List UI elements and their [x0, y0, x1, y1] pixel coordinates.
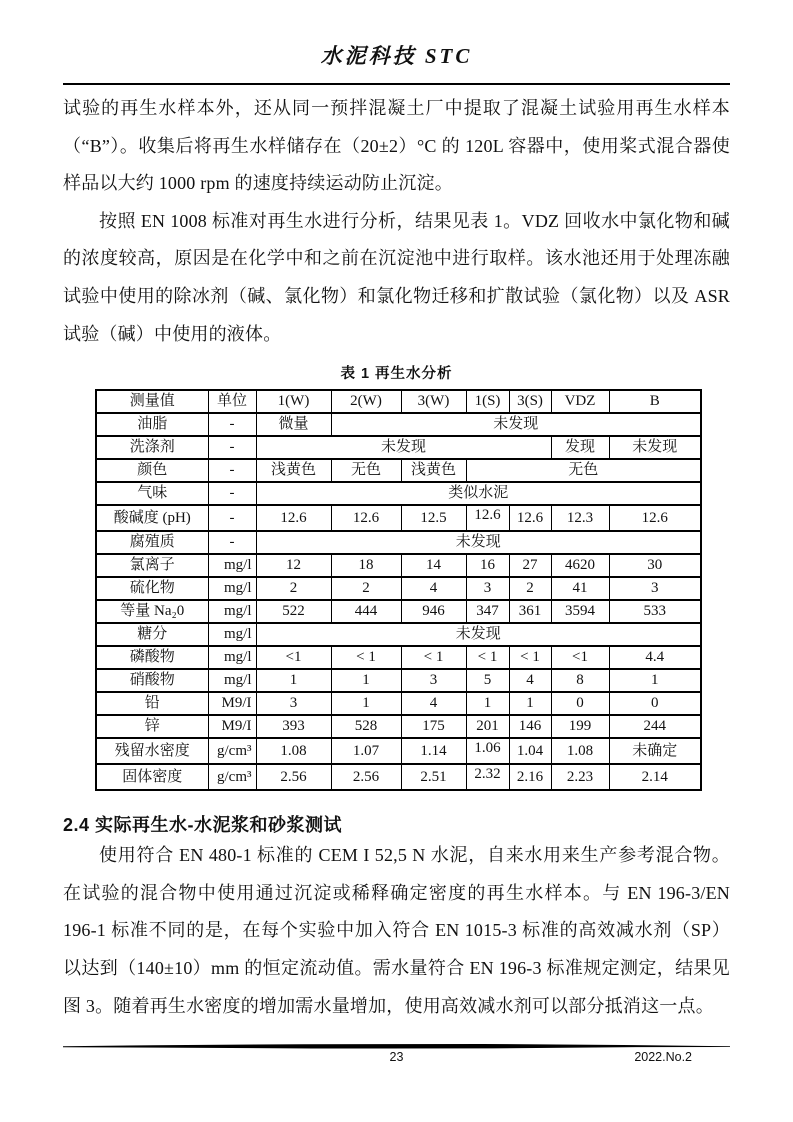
table-header-cell: 单位: [208, 390, 256, 413]
table-cell: 18: [331, 554, 401, 577]
table-cell: 0: [609, 692, 701, 715]
table-cell: 12.6: [609, 505, 701, 531]
row-label-cell: 腐殖质: [96, 531, 208, 554]
table-row: [96, 692, 701, 715]
table-cell: < 1: [401, 646, 466, 669]
table-cell: 2.14: [609, 764, 701, 790]
table-cell: 4: [401, 692, 466, 715]
table-cell: 1.06: [466, 738, 509, 764]
row-label-cell: 氯离子: [96, 554, 208, 577]
table-header-row: [96, 390, 701, 413]
paragraph-2: 按照 EN 1008 标准对再生水进行分析，结果见表 1。VDZ 回收水中氯化物和碱的浓度较高，原因是在化学中和之前在沉淀池中进行取样。该水池还用于处理冻融试验中使用的除冰剂（碱、氯化物）和氯化物迁移和扩散试验（氯化物）以及 ASR 试验（碱）中使用的液体。: [63, 210, 730, 344]
footer-row: [63, 1050, 730, 1068]
unit-cell: -: [208, 531, 256, 554]
table-cell: 12.6: [256, 505, 331, 531]
table-row: [96, 764, 701, 790]
header-rule: [63, 83, 730, 85]
table-cell: 3: [401, 669, 466, 692]
row-label-cell: 酸碱度 (pH): [96, 505, 208, 531]
table-header-cell: 1(S): [466, 390, 509, 413]
table-cell: 未发现: [256, 436, 551, 459]
table-header-cell: 2(W): [331, 390, 401, 413]
table-cell: 浅黄色: [256, 459, 331, 482]
table-cell: 4620: [551, 554, 609, 577]
table-cell: 1: [331, 692, 401, 715]
section-heading: 2.4 实际再生水-水泥浆和砂浆测试: [63, 815, 343, 836]
table-cell: 393: [256, 715, 331, 738]
table-row: [96, 577, 701, 600]
issue-label: 2022.No.2: [634, 1050, 692, 1064]
table-header-cell: B: [609, 390, 701, 413]
analysis-table: [95, 389, 702, 791]
row-label-cell: 糖分: [96, 623, 208, 646]
table-caption: 表 1 再生水分析: [340, 366, 453, 383]
table-cell: 3594: [551, 600, 609, 623]
table-cell: 1.08: [256, 738, 331, 764]
unit-cell: M9/I: [208, 692, 256, 715]
table-cell: 27: [509, 554, 551, 577]
table-cell: 未发现: [256, 623, 701, 646]
table-header-cell: 3(S): [509, 390, 551, 413]
table-cell: 2.32: [466, 764, 509, 790]
unit-cell: g/cm³: [208, 738, 256, 764]
row-label-cell: 等量 Na₂0: [96, 600, 208, 623]
unit-cell: -: [208, 436, 256, 459]
table-cell: 146: [509, 715, 551, 738]
table-cell: 5: [466, 669, 509, 692]
table-cell: 未确定: [609, 738, 701, 764]
table-cell: 175: [401, 715, 466, 738]
table-cell: 533: [609, 600, 701, 623]
table-row: [96, 669, 701, 692]
table-cell: 1.14: [401, 738, 466, 764]
table-cell: <1: [256, 646, 331, 669]
table-row: [96, 600, 701, 623]
table-cell: 522: [256, 600, 331, 623]
table-cell: 4: [401, 577, 466, 600]
unit-cell: -: [208, 482, 256, 505]
row-label-cell: 硫化物: [96, 577, 208, 600]
table-row: [96, 436, 701, 459]
table-cell: 浅黄色: [401, 459, 466, 482]
table-header-cell: VDZ: [551, 390, 609, 413]
row-label-cell: 固体密度: [96, 764, 208, 790]
table-cell: 2.56: [331, 764, 401, 790]
table-cell: 1: [256, 669, 331, 692]
table-cell: 1.08: [551, 738, 609, 764]
table-cell: < 1: [509, 646, 551, 669]
table-cell: 199: [551, 715, 609, 738]
table-cell: 2.23: [551, 764, 609, 790]
table-cell: 946: [401, 600, 466, 623]
table-cell: < 1: [466, 646, 509, 669]
table-row: [96, 738, 701, 764]
table-cell: 12.5: [401, 505, 466, 531]
table-cell: 361: [509, 600, 551, 623]
unit-cell: g/cm³: [208, 764, 256, 790]
table-cell: 8: [551, 669, 609, 692]
table-cell: 2: [331, 577, 401, 600]
journal-header-title: 水泥科技 STC: [320, 44, 473, 68]
table-cell: 12: [256, 554, 331, 577]
table-cell: <1: [551, 646, 609, 669]
table-cell: 2.51: [401, 764, 466, 790]
table-cell: 未发现: [609, 436, 701, 459]
table-header-cell: 1(W): [256, 390, 331, 413]
table-cell: 发现: [551, 436, 609, 459]
table-cell: 4.4: [609, 646, 701, 669]
table-row: [96, 715, 701, 738]
page-footer: [63, 1042, 730, 1068]
table-cell: 微量: [256, 413, 331, 436]
table-row: [96, 482, 701, 505]
table-cell: 未发现: [256, 531, 701, 554]
table-cell: 0: [551, 692, 609, 715]
table-cell: < 1: [331, 646, 401, 669]
table-cell: 16: [466, 554, 509, 577]
table-row: [96, 459, 701, 482]
table-cell: 未发现: [331, 413, 701, 436]
table-cell: 1: [466, 692, 509, 715]
table-cell: 1.07: [331, 738, 401, 764]
section-paragraph: 使用符合 EN 480-1 标准的 CEM I 52,5 N 水泥，自来水用来生产参考混合物。在试验的混合物中使用通过沉淀或稀释确定密度的再生水样本。与 EN 196-3/EN 196-1 标准不同的是，在每个实验中加入符合 EN 1015-3 标准的高效减水剂（SP）以达到（140±10）mm 的恒定流动值。需水量符合 EN 196-3 标准规定测定，结果见图 3。随着再生水密度的增加需水量增加，使用高效减水剂可以部分抵消这一点。: [63, 845, 730, 1016]
table-row: [96, 531, 701, 554]
table-row: [96, 505, 701, 531]
table-cell: 41: [551, 577, 609, 600]
table-cell: 2.16: [509, 764, 551, 790]
table-cell: 3: [609, 577, 701, 600]
table-cell: 12.6: [466, 505, 509, 531]
table-cell: 无色: [466, 459, 701, 482]
row-label-cell: 锌: [96, 715, 208, 738]
unit-cell: -: [208, 505, 256, 531]
row-label-cell: 洗涤剂: [96, 436, 208, 459]
table-cell: 14: [401, 554, 466, 577]
table-cell: 1.04: [509, 738, 551, 764]
table-cell: 12.6: [331, 505, 401, 531]
table-cell: 2.56: [256, 764, 331, 790]
table-row: [96, 554, 701, 577]
unit-cell: mg/l: [208, 646, 256, 669]
table-cell: 3: [466, 577, 509, 600]
row-label-cell: 铅: [96, 692, 208, 715]
unit-cell: mg/l: [208, 600, 256, 623]
table-cell: 3: [256, 692, 331, 715]
table-cell: 4: [509, 669, 551, 692]
table-row: [96, 623, 701, 646]
table-cell: 347: [466, 600, 509, 623]
table-cell: 201: [466, 715, 509, 738]
table-header-cell: 测量值: [96, 390, 208, 413]
table-cell: 30: [609, 554, 701, 577]
table-cell: 528: [331, 715, 401, 738]
paragraph-1: 试验的再生水样本外，还从同一预拌混凝土厂中提取了混凝土试验用再生水样本（“B”）。收集后将再生水样储存在（20±2）°C 的 120L 容器中，使用桨式混合器使样品以大约 1000 rpm 的速度持续运动防止沉淀。: [63, 98, 730, 194]
table-cell: 12.3: [551, 505, 609, 531]
table-cell: 1: [509, 692, 551, 715]
table-cell: 1: [609, 669, 701, 692]
table-cell: 444: [331, 600, 401, 623]
unit-cell: -: [208, 459, 256, 482]
unit-cell: M9/I: [208, 715, 256, 738]
row-label-cell: 磷酸物: [96, 646, 208, 669]
page-number: 23: [389, 1050, 404, 1064]
row-label-cell: 硝酸物: [96, 669, 208, 692]
table-cell: 2: [256, 577, 331, 600]
row-label-cell: 颜色: [96, 459, 208, 482]
unit-cell: mg/l: [208, 623, 256, 646]
row-label-cell: 油脂: [96, 413, 208, 436]
unit-cell: mg/l: [208, 669, 256, 692]
table-cell: 244: [609, 715, 701, 738]
unit-cell: mg/l: [208, 577, 256, 600]
unit-cell: mg/l: [208, 554, 256, 577]
table-cell: 2: [509, 577, 551, 600]
table-row: [96, 413, 701, 436]
row-label-cell: 气味: [96, 482, 208, 505]
footer-rule: [63, 1042, 730, 1050]
table-row: [96, 646, 701, 669]
unit-cell: -: [208, 413, 256, 436]
row-label-cell: 残留水密度: [96, 738, 208, 764]
table-header-cell: 3(W): [401, 390, 466, 413]
table-cell: 12.6: [509, 505, 551, 531]
table-cell: 类似水泥: [256, 482, 701, 505]
table-cell: 1: [331, 669, 401, 692]
table-cell: 无色: [331, 459, 401, 482]
